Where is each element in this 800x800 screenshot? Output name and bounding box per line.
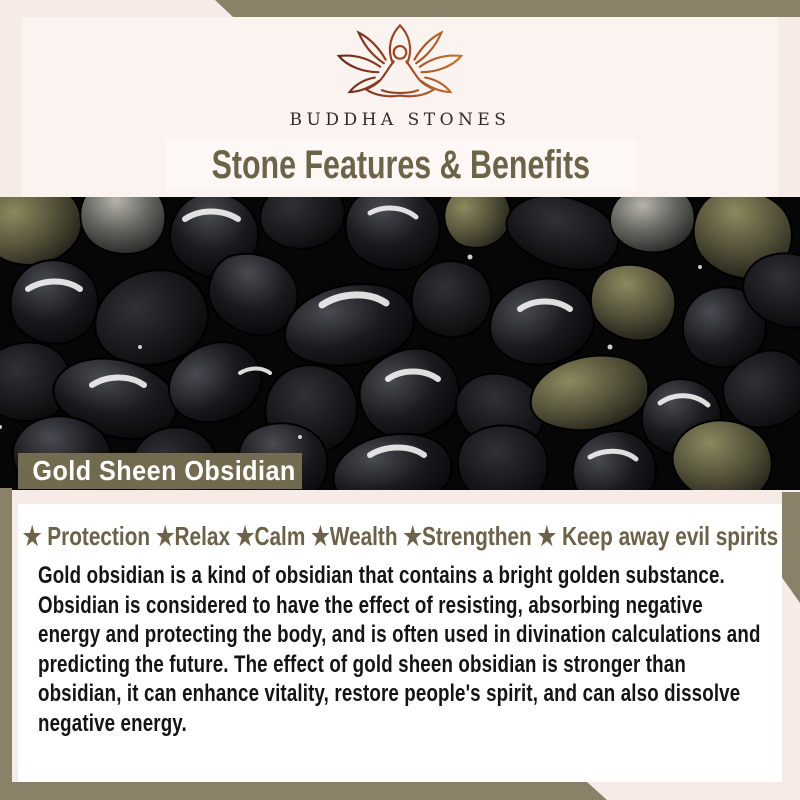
description-block xyxy=(38,561,766,738)
content-panel xyxy=(18,504,782,782)
right-accent-ribbon xyxy=(782,492,800,603)
image-caption-bar xyxy=(18,453,302,489)
lotus-meditation-icon xyxy=(315,20,485,110)
bottom-accent-bar xyxy=(0,782,607,800)
title-box xyxy=(165,139,637,191)
left-accent-bar xyxy=(0,488,12,800)
obsidian-stones-photo xyxy=(0,197,800,490)
image-caption-label: Gold Sheen Obsidian xyxy=(32,455,296,486)
brand-name: BUDDHA STONES xyxy=(289,110,511,130)
description-paragraph: Gold obsidian is a kind of obsidian that contains a bright golden substance. Obsidian is considered to have the effect of resisting, absorbing negative energy and protecting the body, and is often used in divination calculations and predicting the future. The effect of gold sheen obsidian is stronger than obsidian, it can enhance vitality, restore people's spirit, and can also dissolve negative energy. xyxy=(38,562,761,737)
features-line: ★ Protection ★Relax ★Calm ★Wealth ★Strengthen ★ Keep away evil spirits xyxy=(22,521,778,551)
page-title: Stone Features & Benefits xyxy=(211,142,591,187)
top-accent-bar xyxy=(215,0,800,17)
